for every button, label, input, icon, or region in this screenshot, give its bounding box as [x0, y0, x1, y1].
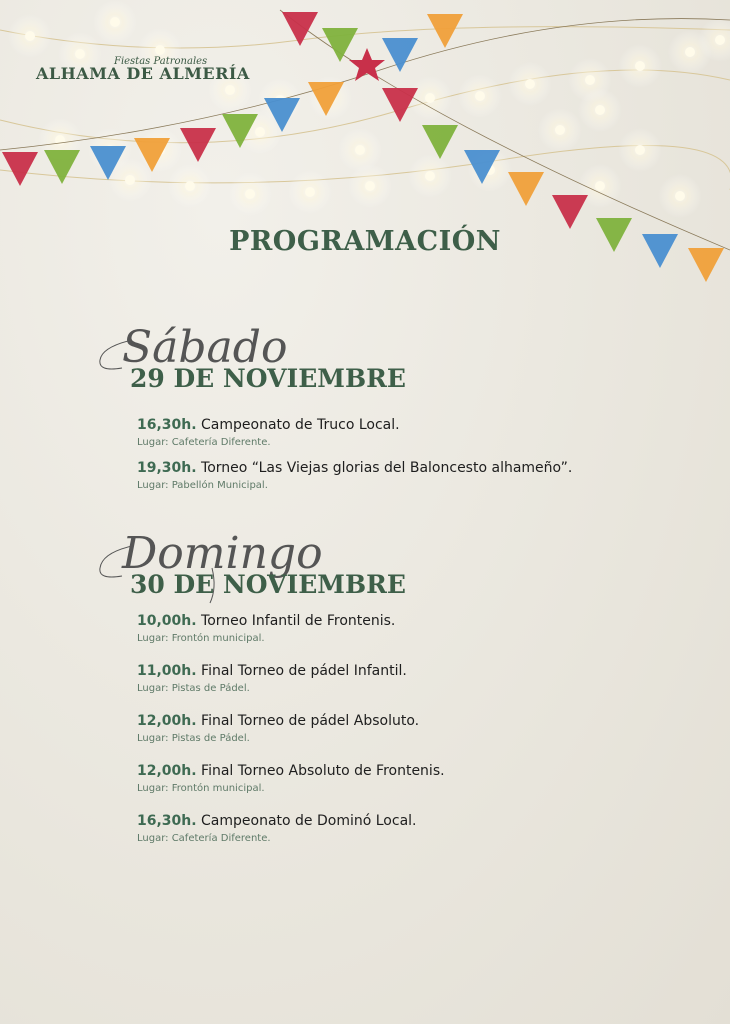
light-bulb: [585, 75, 595, 85]
light-bulb: [365, 181, 375, 191]
event-title: Torneo Infantil de Frontenis.: [201, 613, 396, 629]
event-item: [137, 417, 400, 448]
light-bulb: [245, 189, 255, 199]
brand-logo: [36, 58, 250, 83]
light-bulb: [555, 125, 565, 135]
event-title: Torneo “Las Viejas glorias del Baloncesto alhameño”.: [201, 460, 573, 476]
page-title: PROGRAMACIÓN: [229, 226, 501, 257]
pennant-flag: [44, 150, 80, 184]
pennant-flag: [427, 14, 463, 48]
event-time: 10,00h.: [137, 613, 197, 629]
event-item: [137, 613, 395, 644]
light-bulb: [635, 61, 645, 71]
event-time: 19,30h.: [137, 460, 197, 476]
light-bulb: [425, 93, 435, 103]
pennant-flag: [422, 125, 458, 159]
event-time: 16,30h.: [137, 417, 197, 433]
event-place: Lugar: Pabellón Municipal.: [137, 480, 268, 491]
light-bulb: [110, 17, 120, 27]
light-bulb: [595, 181, 605, 191]
event-place: Lugar: Frontón municipal.: [137, 633, 265, 644]
light-bulb: [255, 127, 265, 137]
light-bulb: [155, 45, 165, 55]
event-title: Campeonato de Truco Local.: [201, 417, 400, 433]
event-title: Campeonato de Dominó Local.: [201, 813, 417, 829]
event-title: Final Torneo Absoluto de Frontenis.: [201, 763, 445, 779]
pennant-flag: [508, 172, 544, 206]
light-bulb: [425, 171, 435, 181]
day-date: 29 DE NOVIEMBRE: [130, 364, 406, 393]
event-time: 12,00h.: [137, 763, 197, 779]
event-place: Lugar: Cafetería Diferente.: [137, 833, 271, 844]
event-title: Final Torneo de pádel Absoluto.: [201, 713, 420, 729]
light-bulb: [675, 191, 685, 201]
light-bulb: [715, 35, 725, 45]
light-bulb: [305, 187, 315, 197]
pennant-flag: [552, 195, 588, 229]
light-bulb: [525, 79, 535, 89]
pennant-flag: [2, 152, 38, 186]
brand-script: Fiestas Patronales: [114, 56, 208, 67]
pennant-flag: [282, 12, 318, 46]
brand-name: ALHAMA DE ALMERÍA: [36, 64, 250, 83]
light-bulb: [635, 145, 645, 155]
event-place: Lugar: Pistas de Pádel.: [137, 733, 250, 744]
day-script: Sábado: [122, 322, 288, 373]
event-item: [137, 460, 572, 491]
event-place: Lugar: Frontón municipal.: [137, 783, 265, 794]
light-bulb: [125, 175, 135, 185]
event-place: Lugar: Cafetería Diferente.: [137, 437, 271, 448]
light-bulb: [595, 105, 605, 115]
day-date: 30 DE NOVIEMBRE: [130, 570, 406, 599]
light-bulb: [685, 47, 695, 57]
star-icon: [349, 48, 385, 81]
light-bulb: [25, 31, 35, 41]
event-item: [137, 663, 407, 694]
event-item: [137, 813, 417, 844]
light-bulb: [475, 91, 485, 101]
event-item: [137, 713, 419, 744]
light-bulb: [225, 85, 235, 95]
light-bulb: [355, 145, 365, 155]
pennant-flag: [382, 38, 418, 72]
event-item: [137, 763, 445, 794]
pennant-flag: [180, 128, 216, 162]
event-place: Lugar: Pistas de Pádel.: [137, 683, 250, 694]
event-time: 16,30h.: [137, 813, 197, 829]
light-bulb: [185, 181, 195, 191]
event-time: 11,00h.: [137, 663, 197, 679]
day-script: Domingo: [122, 528, 323, 579]
event-time: 12,00h.: [137, 713, 197, 729]
event-title: Final Torneo de pádel Infantil.: [201, 663, 407, 679]
